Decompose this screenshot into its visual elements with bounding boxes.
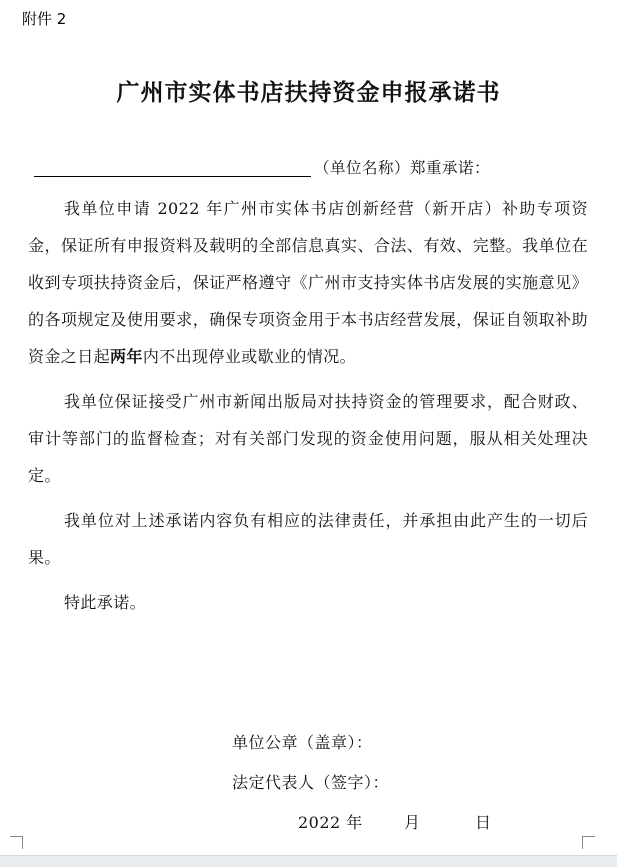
paragraph-1-tail: 内不出现停业或歇业的情况。: [142, 347, 357, 366]
date-year: 2022 年: [298, 813, 363, 832]
paragraph-1-text: 我单位申请 2022 年广州市实体书店创新经营（新开店）补助专项资金，保证所有申报资料及载明的全部信息真实、合法、有效、完整。我单位在收到专项扶持资金后，保证严格遵守《广州市支持实体书店发展的实施意见》的各项规定及使用要求，确保专项资金用于本书店经营发展，保证自领取补助资金之日起: [28, 199, 588, 366]
paragraph-closing: 特此承诺。: [64, 593, 147, 612]
paragraph-1: [28, 190, 588, 375]
legal-rep-label: 法定代表人（签字）：: [232, 773, 390, 792]
annex-label: 附件 2: [22, 10, 67, 28]
paragraph-3: 我单位对上述承诺内容负有相应的法律责任，并承担由此产生的一切后果。: [28, 511, 588, 567]
paragraph-1-bold: 两年: [110, 347, 143, 366]
date-day: 日: [475, 813, 492, 832]
date-month: 月: [404, 813, 421, 832]
unit-name-blank-line: [34, 176, 311, 177]
document-title: 广州市实体书店扶持资金申报承诺书: [116, 80, 501, 106]
commitment-body: [28, 190, 588, 629]
page-corner-mark-right: [582, 836, 595, 849]
seal-label: 单位公章（盖章）：: [232, 733, 373, 752]
page-corner-mark-left: [10, 836, 23, 849]
paragraph-2: 我单位保证接受广州市新闻出版局对扶持资金的管理要求，配合财政、审计等部门的监督检查；对有关部门发现的资金使用问题，服从相关处理决定。: [28, 392, 588, 485]
addressee-suffix: （单位名称）郑重承诺：: [314, 159, 491, 177]
window-bottom-bar: [0, 855, 617, 867]
